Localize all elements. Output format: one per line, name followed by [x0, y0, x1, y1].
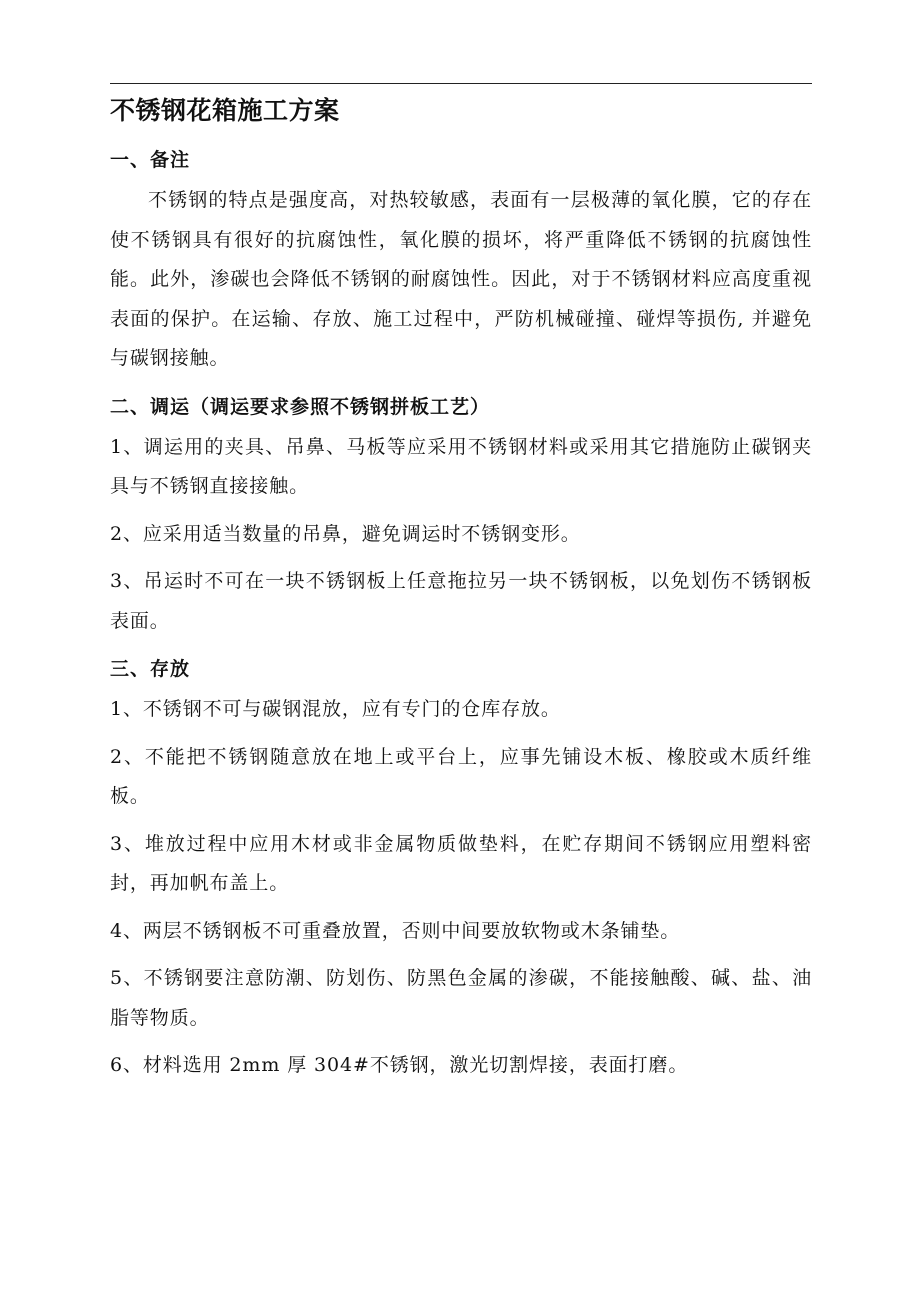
list-item: 1、调运用的夹具、吊鼻、马板等应采用不锈钢材料或采用其它措施防止碳钢夹具与不锈钢直接接触。	[110, 435, 812, 497]
transport-list	[110, 428, 812, 642]
list-item: 1、不锈钢不可与碳钢混放，应有专门的仓库存放。	[110, 698, 561, 720]
header-rule	[110, 83, 812, 84]
list-item: 6、材料选用 2mm 厚 304#不锈钢，激光切割焊接，表面打磨。	[110, 1054, 689, 1076]
list-item: 2、应采用适当数量的吊鼻，避免调运时不锈钢变形。	[110, 522, 581, 545]
list-item: 2、不能把不锈钢随意放在地上或平台上，应事先铺设木板、橡胶或木质纤维板。	[110, 745, 812, 807]
section-heading-transport: 二、调运（调运要求参照不锈钢拼板工艺）	[110, 395, 491, 418]
section-heading-storage: 三、存放	[110, 658, 191, 680]
list-item: 3、吊运时不可在一块不锈钢板上任意拖拉另一块不锈钢板，以免划伤不锈钢板表面。	[110, 570, 812, 632]
document-body	[110, 90, 812, 1086]
document-title: 不锈钢花箱施工方案	[110, 96, 340, 125]
list-item: 5、不锈钢要注意防潮、防划伤、防黑色金属的渗碳，不能接触酸、碱、盐、油脂等物质。	[110, 967, 812, 1029]
list-item: 4、两层不锈钢板不可重叠放置，否则中间要放软物或木条铺垫。	[110, 919, 681, 942]
section-paragraph-remarks: 不锈钢的特点是强度高，对热较敏感，表面有一层极薄的氧化膜，它的存在使不锈钢具有很好的抗腐蚀性，氧化膜的损坏，将严重降低不锈钢的抗腐蚀性能。此外，渗碳也会降低不锈钢的耐腐蚀性。因此，对于不锈钢材料应高度重视表面的保护。在运输、存放、施工过程中，严防机械碰撞、碰焊等损伤, 并避免与碳钢接触。	[110, 189, 812, 369]
list-item: 3、堆放过程中应用木材或非金属物质做垫料，在贮存期间不锈钢应用塑料密封，再加帆布盖上。	[110, 832, 812, 894]
storage-list	[110, 690, 812, 1086]
section-heading-remarks: 一、备注	[110, 149, 191, 171]
